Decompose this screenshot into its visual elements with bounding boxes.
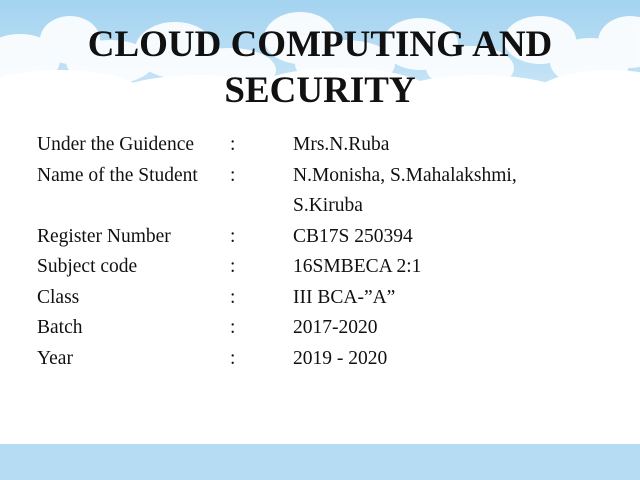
title-line-2: SECURITY bbox=[224, 70, 416, 111]
detail-separator: : bbox=[230, 134, 236, 155]
detail-row-student bbox=[37, 161, 593, 192]
slide-title bbox=[0, 22, 640, 114]
detail-value: N.Monisha, S.Mahalakshmi, bbox=[293, 164, 517, 186]
detail-separator: : bbox=[230, 347, 236, 369]
detail-label: Name of the Student bbox=[37, 164, 198, 186]
detail-label: Subject code bbox=[37, 256, 138, 277]
detail-row-year bbox=[37, 344, 593, 375]
detail-label: Batch bbox=[37, 317, 83, 338]
detail-value: CB17S 250394 bbox=[293, 225, 413, 247]
detail-row-subject bbox=[37, 252, 593, 283]
detail-value: 2017-2020 bbox=[293, 317, 378, 338]
detail-label: Register Number bbox=[37, 225, 171, 247]
detail-separator: : bbox=[230, 225, 236, 247]
detail-label: Year bbox=[37, 347, 73, 369]
title-line-1: CLOUD COMPUTING AND bbox=[87, 24, 553, 65]
detail-value: 16SMBECA 2:1 bbox=[293, 256, 422, 277]
detail-row-class bbox=[37, 283, 593, 314]
footer-band bbox=[0, 444, 640, 480]
detail-value: S.Kiruba bbox=[293, 195, 363, 216]
detail-separator: : bbox=[230, 286, 236, 308]
details-list bbox=[37, 130, 593, 374]
detail-row-batch bbox=[37, 313, 593, 344]
detail-separator: : bbox=[230, 256, 236, 277]
detail-separator bbox=[230, 191, 293, 222]
detail-label bbox=[37, 191, 230, 222]
detail-row-register bbox=[37, 222, 593, 253]
detail-separator: : bbox=[230, 317, 236, 338]
detail-row-guide bbox=[37, 130, 593, 161]
detail-label: Under the Guidence bbox=[37, 134, 195, 155]
detail-label: Class bbox=[37, 286, 80, 308]
detail-row-student-cont bbox=[37, 191, 593, 222]
detail-value: 2019 - 2020 bbox=[293, 347, 388, 369]
detail-separator: : bbox=[230, 164, 236, 186]
detail-value: Mrs.N.Ruba bbox=[293, 134, 390, 155]
detail-value: III BCA-”A” bbox=[293, 286, 396, 308]
